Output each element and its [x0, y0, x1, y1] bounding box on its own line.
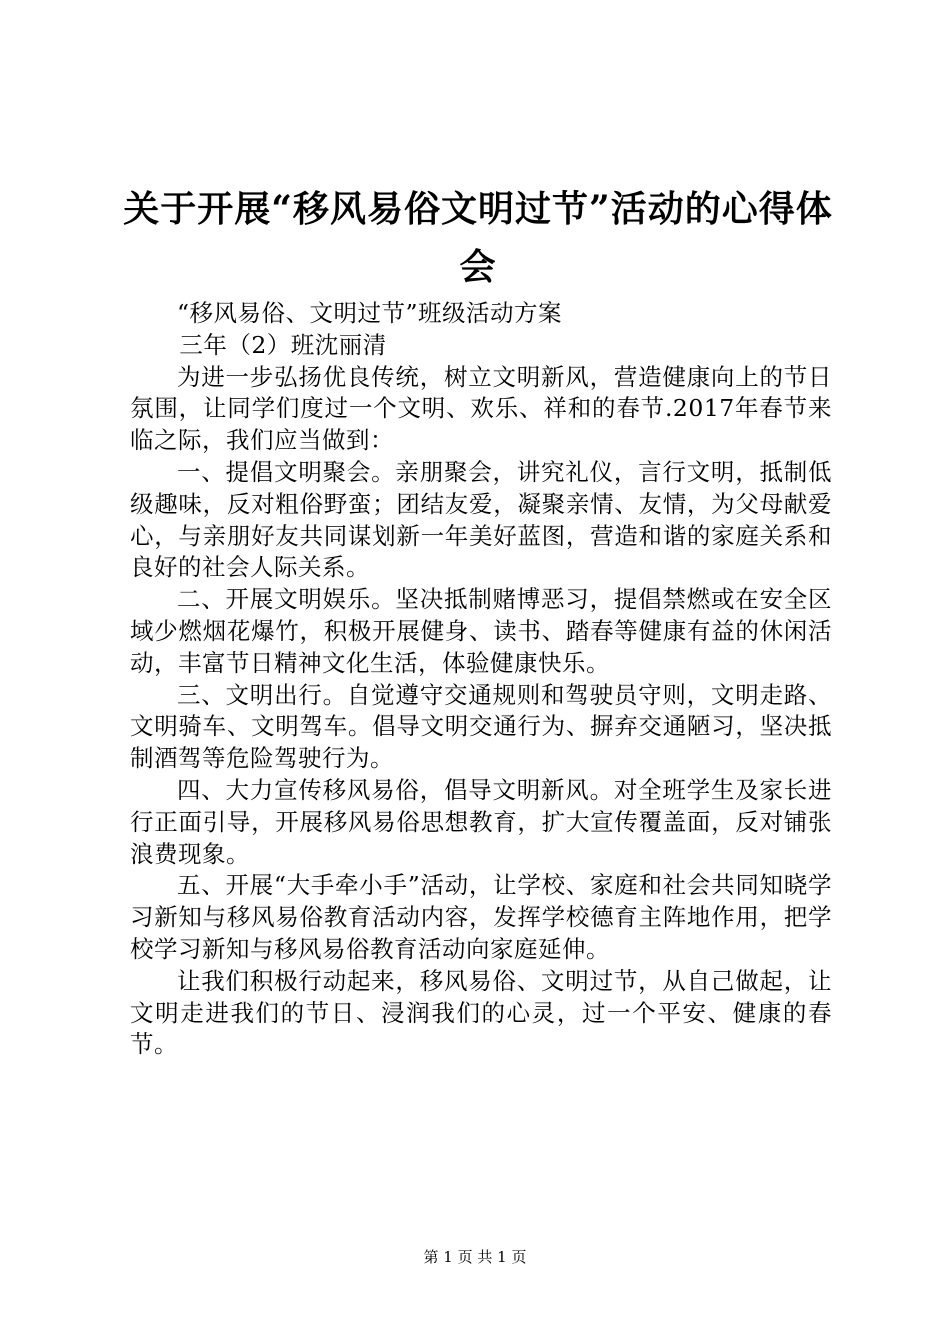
- paragraph-closing: 让我们积极行动起来，移风易俗、文明过节，从自己做起，让文明走进我们的节日、浸润我们的心灵，过一个平安、健康的春节。: [130, 966, 832, 1059]
- paragraph-item-1: 一、提倡文明聚会。亲朋聚会，讲究礼仪，言行文明，抵制低级趣味，反对粗俗野蛮；团结友爱，凝聚亲情、友情，为父母献爱心，与亲朋好友共同谋划新一年美好蓝图，营造和谐的家庭关系和良好的社会人际关系。: [130, 457, 832, 582]
- paragraph-item-4: 四、大力宣传移风易俗，倡导文明新风。对全班学生及家长进行正面引导，开展移风易俗思想教育，扩大宣传覆盖面，反对铺张浪费现象。: [130, 775, 832, 868]
- paragraph-item-2: 二、开展文明娱乐。坚决抵制赌博恶习，提倡禁燃或在安全区域少燃烟花爆竹，积极开展健身、读书、踏春等健康有益的休闲活动，丰富节日精神文化生活，体验健康快乐。: [130, 585, 832, 677]
- paragraph-item-5: 五、开展“大手牵小手”活动，让学校、家庭和社会共同知晓学习新知与移风易俗教育活动内容，发挥学校德育主阵地作用，把学校学习新知与移风易俗教育活动向家庭延伸。: [130, 871, 832, 963]
- document-title: 关于开展“移风易俗文明过节”活动的心得体会: [123, 188, 833, 288]
- paragraph-item-3: 三、文明出行。自觉遵守交通规则和驾驶员守则，文明走路、文明骑车、文明驾车。倡导文明交通行为、摒弃交通陋习，坚决抵制酒驾等危险驾驶行为。: [130, 680, 832, 773]
- document-subtitle: “移风易俗、文明过节”班级活动方案: [177, 299, 563, 327]
- paragraph-intro: 为进一步弘扬优良传统，树立文明新风，营造健康向上的节日氛围，让同学们度过一个文明、欢乐、祥和的春节.2017年春节来临之际，我们应当做到：: [130, 362, 832, 455]
- document-body: [130, 298, 832, 1061]
- document-author: 三年（2）班沈丽清: [179, 330, 387, 359]
- page-footer: 第 1 页 共 1 页: [423, 1248, 527, 1266]
